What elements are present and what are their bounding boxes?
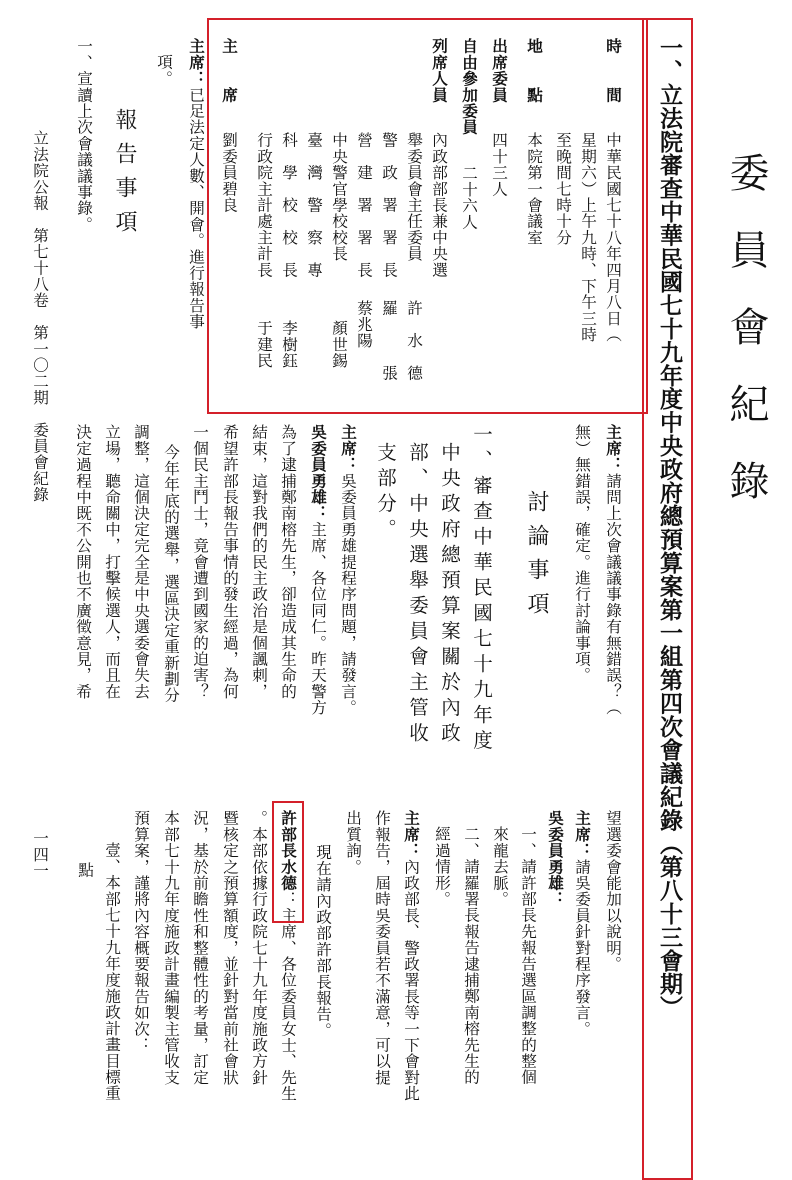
title-highlight-box: [642, 18, 693, 1180]
chair-procedure: [338, 424, 358, 716]
attending-label: 出席委員: [490, 38, 509, 103]
time-label: 時 間: [604, 38, 623, 103]
chair-directive: [572, 810, 592, 1037]
minister-speech-line: 壹、本部七十九年度施政計畫目標重: [103, 842, 121, 1102]
gazette-footer: 立法院公報 第七十八卷 第一〇二期 委員會紀錄: [31, 130, 49, 503]
speech-text: 已足法定人數、開會。進行報告事: [187, 86, 205, 330]
page-header-title: 委員會紀錄: [723, 152, 769, 537]
opening-line-2: 項。: [155, 54, 173, 87]
observer-title: 科 學 校 校 長: [280, 132, 298, 278]
chair-query: [603, 424, 623, 716]
speaker-label: 主席：: [339, 424, 358, 473]
free-members-label: 自由參加委員: [460, 38, 479, 136]
speech-text: 吳委員勇雄提程序問題，請發言。: [339, 472, 357, 716]
speaker-label: 主席：: [604, 424, 623, 473]
speaker-label: 許部長水德: [279, 810, 298, 891]
observer-name: 許 水 德: [405, 300, 423, 381]
chair-response: [401, 810, 421, 1102]
opening-line-1: [186, 38, 206, 330]
observer-title: 舉委員會主任委員: [405, 132, 423, 262]
bottom-line: 二、請羅署長報告逮捕鄭南榕先生的: [462, 826, 480, 1086]
speaker-label: 吳委員勇雄：: [309, 424, 328, 522]
bottom-line: 作報告，屆時吳委員若不滿意，可以提: [373, 810, 391, 1086]
observer-title: 警 政 署 署 長: [380, 132, 398, 278]
minister-speech-line: 況，基於前瞻性和整體性的考量，訂定: [191, 810, 209, 1086]
observer-name: 羅 張: [380, 300, 398, 381]
observer-title: 行政院主計處主計長: [255, 132, 273, 278]
place-label: 地 點: [525, 38, 544, 103]
wu-speech-line: 今年年底的選舉，選區決定重新劃分: [162, 444, 180, 704]
chair-value: 劉委員碧良: [220, 132, 238, 213]
bottom-line: 經過情形。: [433, 826, 451, 907]
wu-speech-line: 希望許部長報告事情的發生經過，為何: [221, 424, 239, 700]
agenda-item-line: 中央政府總預算案關於內政: [438, 442, 461, 748]
bottom-line: 現在請內政部許部長報告。: [314, 844, 332, 1039]
speech-text: 內政部長、警政署長等一下會對此: [402, 858, 420, 1102]
minister-speech-line: 。本部依據行政院七十九年度施政方針: [250, 810, 268, 1086]
time-line-3: 至晚間七時十分: [554, 132, 572, 246]
report-section-heading: 報告事項: [112, 108, 137, 244]
observer-title: 臺 灣 警 察 專: [305, 132, 323, 278]
observer-title: 內政部部長兼中央選: [430, 132, 448, 278]
speech-text: 請吳委員針對程序發言。: [573, 858, 591, 1037]
bottom-line: 一、請許部長先報告選區調整的整個: [519, 826, 537, 1086]
attending-value: 四十三人: [490, 132, 508, 197]
observer-name: 于建民: [255, 320, 273, 369]
agenda-item-line: 部、中央選舉委員會主管收: [406, 442, 429, 748]
chair-query-cont: 無）無錯誤，確定。進行討論事項。: [573, 424, 591, 684]
agenda-item-line: 一、審查中華民國七十九年度: [470, 424, 493, 756]
speech-text: 主席、各位同仁。昨天警方: [309, 521, 327, 716]
agenda-item-line: 支部分。: [374, 442, 397, 544]
minister-speech-line: 本部七十九年度施政計畫編製主管收支: [162, 810, 180, 1086]
bottom-line: 出質詢。: [344, 810, 362, 875]
wu-speech-line: 決定過程中既不公開也不廣徵意見，希: [74, 424, 92, 700]
discussion-heading: 討論事項: [524, 490, 549, 626]
observer-name: 李樹鈺: [280, 320, 298, 369]
wu-speech-line: 調整，這個決定完全是中央選委會失去: [132, 424, 150, 700]
wu-speech-line: 為了逮捕鄭南榕先生，卻造成其生命的: [279, 424, 297, 700]
observers-label: 列席人員: [430, 38, 449, 103]
time-line-1: 中華民國七十八年四月八日（: [604, 132, 622, 343]
report-item-1: 一、宣讀上次會議議事錄。: [75, 38, 93, 233]
observer-name: 蔡兆陽: [355, 300, 373, 349]
wu-speech-line: 一個民主鬥士，竟會遭到國家的迫害？: [191, 424, 209, 700]
speaker-label: 主席：: [187, 38, 206, 87]
speaker-highlight-box: [272, 801, 304, 923]
speaker-label: 吳委員勇雄：: [546, 810, 565, 908]
place-value: 本院第一會議室: [525, 132, 543, 246]
minister-speech-line: 暨核定之預算額度，並針對當前社會狀: [221, 810, 239, 1086]
minister-speech-line: 點: [76, 862, 94, 879]
speaker-label: 主席：: [402, 810, 421, 859]
page-number: 一四一: [31, 830, 49, 879]
wu-speech-line: 立場，聽命關中，打擊候選人，而且在: [103, 424, 121, 700]
time-line-2: 星期六）上午九時、下午三時: [579, 132, 597, 343]
minister-speech-line: 預算案，謹將內容概要報告如次：: [132, 810, 150, 1053]
bottom-line: 來龍去脈。: [491, 826, 509, 907]
observer-title: 中央警官學校校長: [330, 132, 348, 262]
free-members-value: 二十六人: [460, 165, 478, 230]
wu-speech-line: [308, 424, 328, 716]
speech-text: ：主席、各位委員女士、先生: [279, 891, 297, 1102]
wu-speech-line: 結束，這對我們的民主政治是個諷刺，: [250, 424, 268, 700]
bottom-line: 望選委會能加以說明。: [604, 810, 622, 972]
chair-label: 主 席: [220, 38, 239, 103]
observer-title: 營 建 署 署 長: [355, 132, 373, 278]
observer-name: 顏世錫: [330, 320, 348, 369]
speaker-label: 主席：: [573, 810, 592, 859]
speech-text: 請問上次會議議事錄有無錯誤？（: [604, 472, 622, 716]
meeting-title: 一、立法院審查中華民國七十九年度中央政府總預算案第一組第四次會議紀錄（第八十三會期）: [656, 36, 683, 1019]
